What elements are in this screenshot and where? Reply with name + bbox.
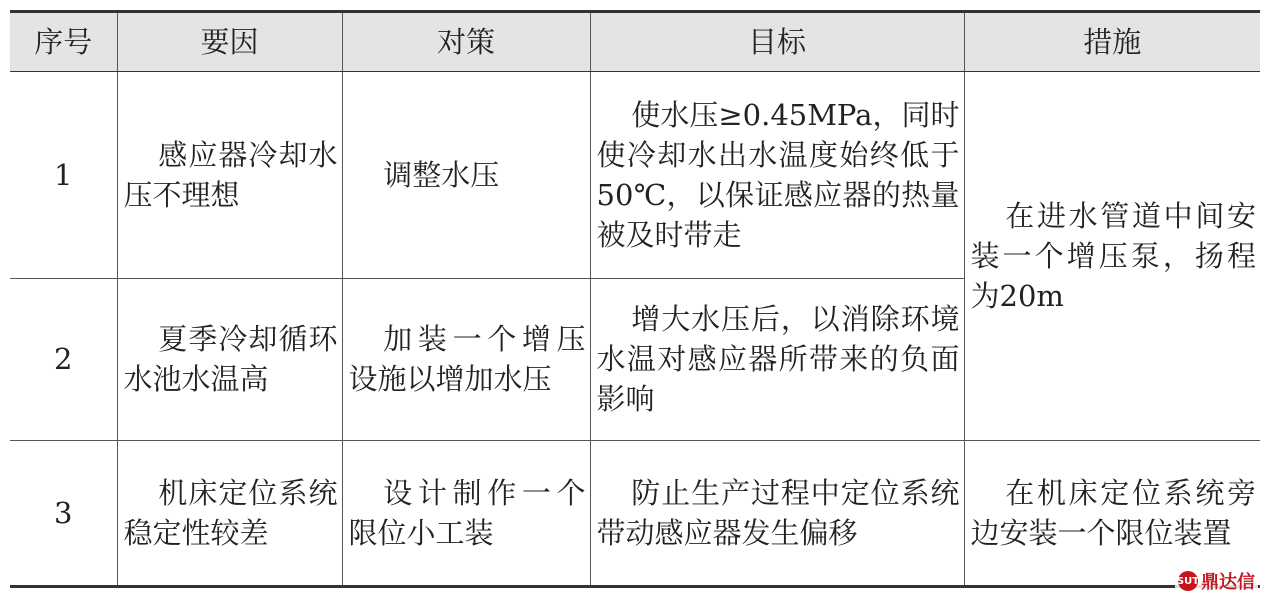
countermeasure-text: 调整水压 (383, 158, 500, 192)
goal-text: 使水压≥0.45MPa，同时使冷却水出水温度始终低于50℃，以保证感应器的热量被及时带走 (596, 98, 960, 252)
countermeasure-text: 设计制作一个限位小工装 (348, 475, 586, 550)
header-no: 序号 (10, 12, 117, 72)
cause-cell (117, 440, 342, 586)
goal-cell (590, 279, 964, 441)
row-number: 1 (10, 72, 117, 279)
cause-text: 感应器冷却水压不理想 (123, 138, 338, 212)
table-row (10, 440, 1260, 586)
cause-cell (117, 279, 342, 441)
measures-table (10, 10, 1260, 588)
table-header-row (10, 12, 1260, 72)
goal-cell (590, 440, 964, 586)
table-row (10, 72, 1260, 279)
action-text: 在进水管道中间安装一个增压泵，扬程为20m (970, 198, 1256, 313)
action-cell (964, 72, 1260, 441)
header-countermeasure: 对策 (342, 12, 590, 72)
header-goal: 目标 (590, 12, 964, 72)
row-number: 2 (10, 279, 117, 441)
logo-text: 鼎达信 (1201, 572, 1255, 593)
cause-text: 机床定位系统稳定性较差 (123, 475, 338, 550)
goal-text: 增大水压后，以消除环境水温对感应器所带来的负面影响 (596, 302, 960, 417)
logo-mark-icon: SUT (1178, 571, 1198, 591)
goal-cell (590, 72, 964, 279)
action-text: 在机床定位系统旁边安装一个限位装置 (970, 475, 1256, 550)
countermeasure-cell (342, 279, 590, 441)
countermeasure-text: 加装一个增压设施以增加水压 (348, 322, 586, 397)
countermeasure-cell (342, 440, 590, 586)
goal-text: 防止生产过程中定位系统带动感应器发生偏移 (596, 475, 960, 550)
action-cell (964, 440, 1260, 586)
cause-cell (117, 72, 342, 279)
header-action: 措施 (964, 12, 1260, 72)
countermeasure-cell (342, 72, 590, 279)
row-number: 3 (10, 440, 117, 586)
watermark-logo (1175, 568, 1258, 594)
cause-text: 夏季冷却循环水池水温高 (123, 322, 338, 397)
header-cause: 要因 (117, 12, 342, 72)
